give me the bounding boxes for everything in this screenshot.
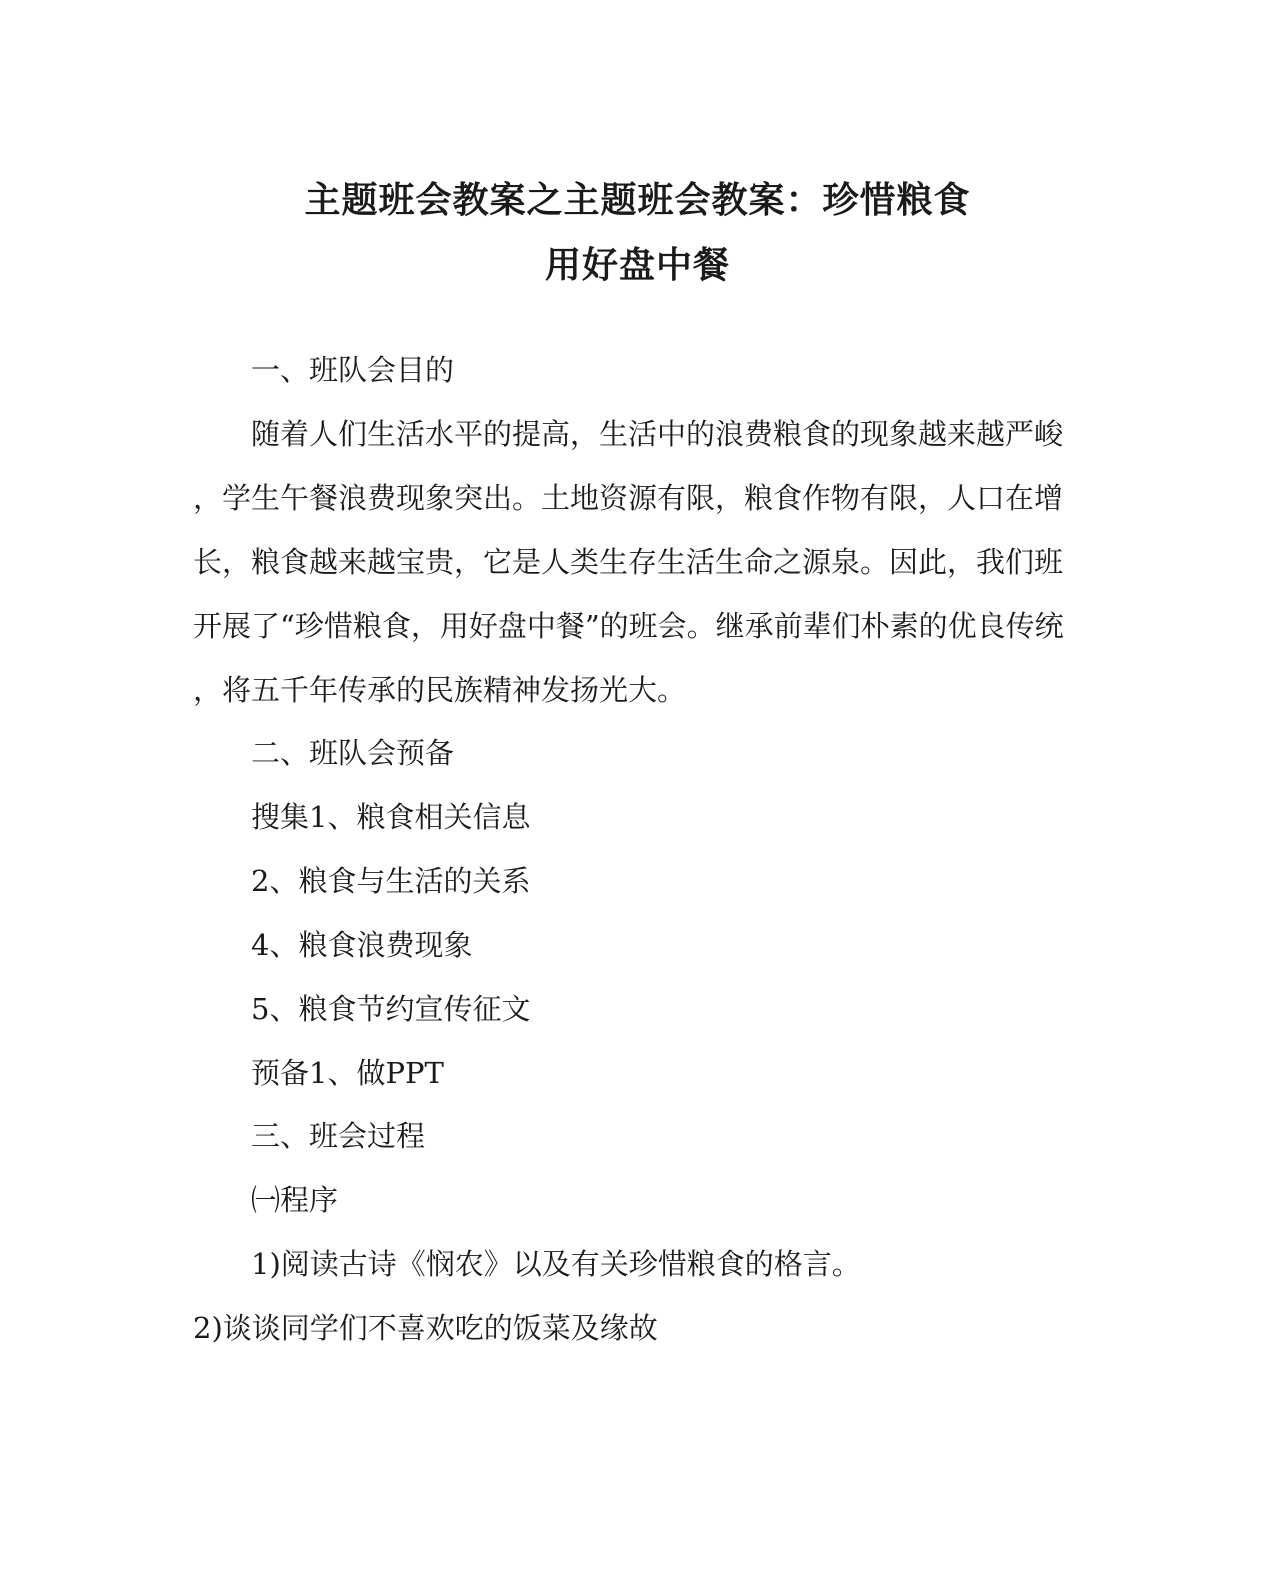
list-item: 预备1、做PPT [251, 1056, 444, 1090]
list-item: 1)阅读古诗《悯农》以及有关珍惜粮食的格言。 [251, 1247, 861, 1281]
document-title-line-1: 主题班会教案之主题班会教案：珍惜粮食 [304, 179, 971, 221]
list-item: 5、粮食节约宣传征文 [251, 992, 531, 1026]
paragraph-line: 开展了“珍惜粮食，用好盘中餐”的班会。继承前辈们朴素的优良传统 [193, 609, 1064, 643]
list-item: 2、粮食与生活的关系 [251, 864, 531, 898]
paragraph-line: ，将五千年传承的民族精神发扬光大。 [193, 673, 687, 707]
paragraph-line: ，学生午餐浪费现象突出。土地资源有限，粮食作物有限，人口在增 [193, 481, 1064, 515]
list-item: 4、粮食浪费现象 [251, 928, 473, 962]
section-heading-preparation: 二、班队会预备 [251, 736, 455, 770]
list-item: 搜集1、粮食相关信息 [251, 800, 531, 834]
section-heading-process: 三、班会过程 [251, 1119, 426, 1153]
document-title-line-2: 用好盘中餐 [544, 244, 730, 286]
section-heading-purpose: 一、班队会目的 [251, 353, 455, 387]
subsection-heading: ㈠程序 [251, 1183, 339, 1217]
paragraph-line: 随着人们生活水平的提高，生活中的浪费粮食的现象越来越严峻 [251, 417, 1064, 451]
list-item: 2)谈谈同学们不喜欢吃的饭菜及缘故 [193, 1311, 658, 1345]
paragraph-line: 长，粮食越来越宝贵，它是人类生存生活生命之源泉。因此，我们班 [193, 545, 1064, 579]
